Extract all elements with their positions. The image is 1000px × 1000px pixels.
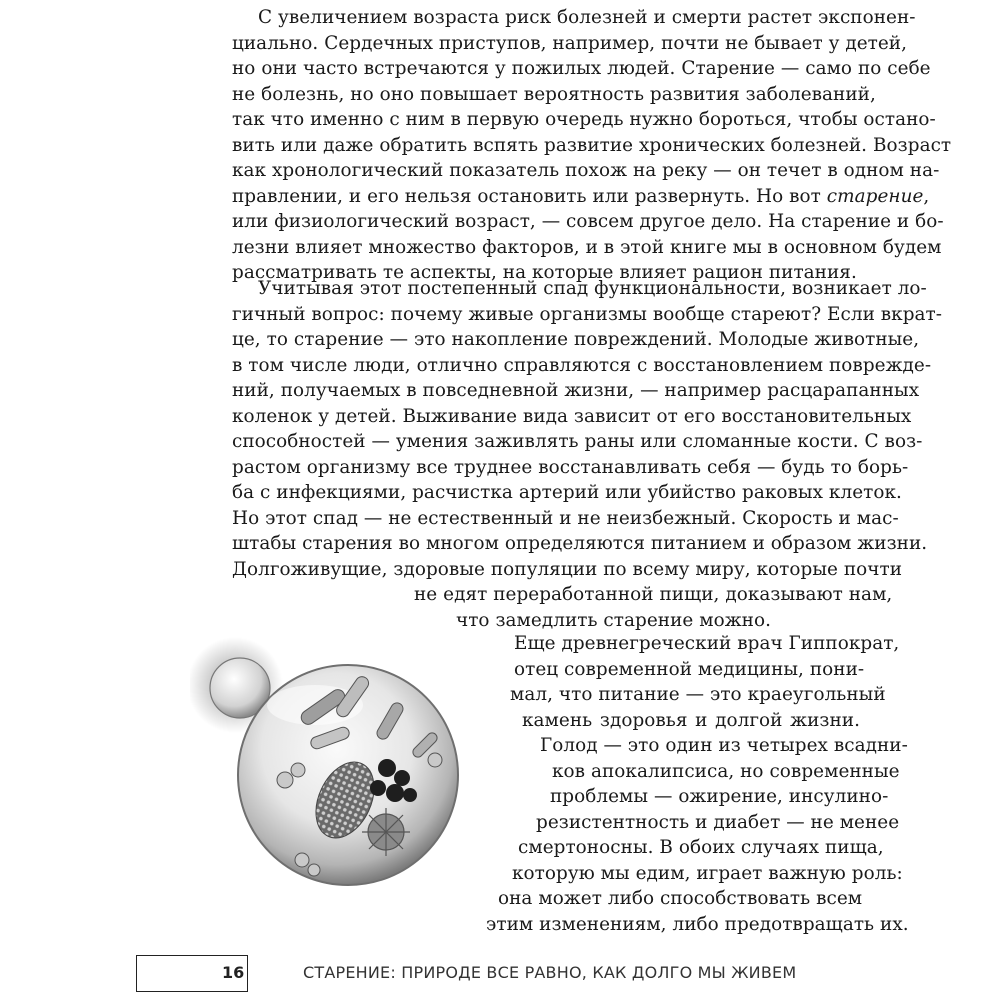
text-line: проблемы — ожирение, инсулино-	[550, 786, 889, 807]
text-line: смертоносны. В обоих случаях пища,	[518, 837, 884, 858]
text-line: Долгоживущие, здоровые популяции по всему миру, которые почти	[232, 558, 903, 580]
emphasis-word: старение	[826, 185, 924, 207]
text-line: коленок у детей. Выживание вида зависит от его восстановительных	[232, 405, 912, 427]
text-line: лезни влияет множество факторов, и в этой книге мы в основном будем	[232, 236, 942, 258]
paragraph-why-aging	[232, 276, 943, 633]
text-line: камень здоровья и долгой жизни.	[522, 709, 860, 731]
spiky-pathogen	[362, 808, 410, 856]
text-line: так что именно с ним в первую очередь нужно бороться, чтобы остано-	[232, 109, 936, 130]
text-line: Учитывая этот постепенный спад функциональности, возникает ло-	[258, 278, 927, 299]
text-line: этим изменениям, либо предотвращать их.	[486, 913, 909, 935]
text-segment: ,	[923, 185, 930, 207]
text-line: Голод — это один из четырех всадни-	[540, 735, 908, 756]
text-line: Еще древнегреческий врач Гиппократ,	[514, 633, 900, 654]
text-line: мал, что питание — это краеугольный	[510, 684, 886, 705]
text-line: не болезнь, но оно повышает вероятность развития заболеваний,	[232, 83, 876, 105]
text-line: что замедлить старение можно.	[456, 609, 771, 631]
text-line: в том числе люди, отлично справляются с восстановлением поврежде-	[232, 354, 932, 376]
paragraph-aging-risk	[232, 5, 952, 286]
text-segment: правлении, и его нельзя остановить или развернуть. Но вот	[232, 185, 827, 207]
text-line	[232, 184, 930, 210]
cell-illustration	[190, 620, 490, 920]
text-line: ба с инфекциями, расчистка артерий или убийство раковых клеток.	[232, 482, 902, 503]
text-line: ков апокалипсиса, но современные	[552, 760, 900, 782]
text-line: но они часто встречаются у пожилых людей. Старение — само по себе	[232, 58, 931, 79]
text-line: ний, получаемых в повседневной жизни, — например расцарапанных	[232, 380, 920, 401]
paragraph-hippocrates	[470, 631, 909, 937]
text-line: штабы старения во многом определяются питанием и образом жизни.	[232, 533, 928, 554]
running-title: СТАРЕНИЕ: ПРИРОДЕ ВСЕ РАВНО, КАК ДОЛГО МЫ ЖИВЕМ	[303, 963, 797, 982]
text-line: которую мы едим, играет важную роль:	[512, 862, 903, 884]
text-line: она может либо способствовать всем	[498, 888, 863, 909]
text-line: или физиологический возраст, — совсем другое дело. На старение и бо-	[232, 211, 944, 232]
text-line: отец современной медицины, пони-	[514, 658, 865, 680]
text-line: способностей — умения заживлять раны или сломанные кости. С воз-	[232, 431, 923, 452]
text-line: не едят переработанной пищи, доказывают нам,	[414, 584, 893, 605]
text-line: це, то старение — это накопление повреждений. Молодые животные,	[232, 329, 920, 350]
text-line: гичный вопрос: почему живые организмы вообще стареют? Если вкрат-	[232, 303, 943, 325]
text-line: Но этот спад — не естественный и не неизбежный. Скорость и мас-	[232, 507, 899, 529]
text-line: рассматривать те аспекты, на которые влияет рацион питания.	[232, 262, 857, 283]
text-line: резистентность и диабет — не менее	[536, 811, 900, 833]
text-line: растом организму все труднее восстанавливать себя — будь то борь-	[232, 456, 909, 478]
text-line: как хронологический показатель похож на реку — он течет в одном на-	[232, 160, 940, 181]
text-line: циально. Сердечных приступов, например, почти не бывает у детей,	[232, 32, 908, 54]
text-line: вить или даже обратить вспять развитие хронических болезней. Возраст	[232, 134, 952, 156]
page-number: 16	[222, 963, 245, 982]
text-line: С увеличением возраста риск болезней и смерти растет экспонен-	[258, 7, 916, 28]
